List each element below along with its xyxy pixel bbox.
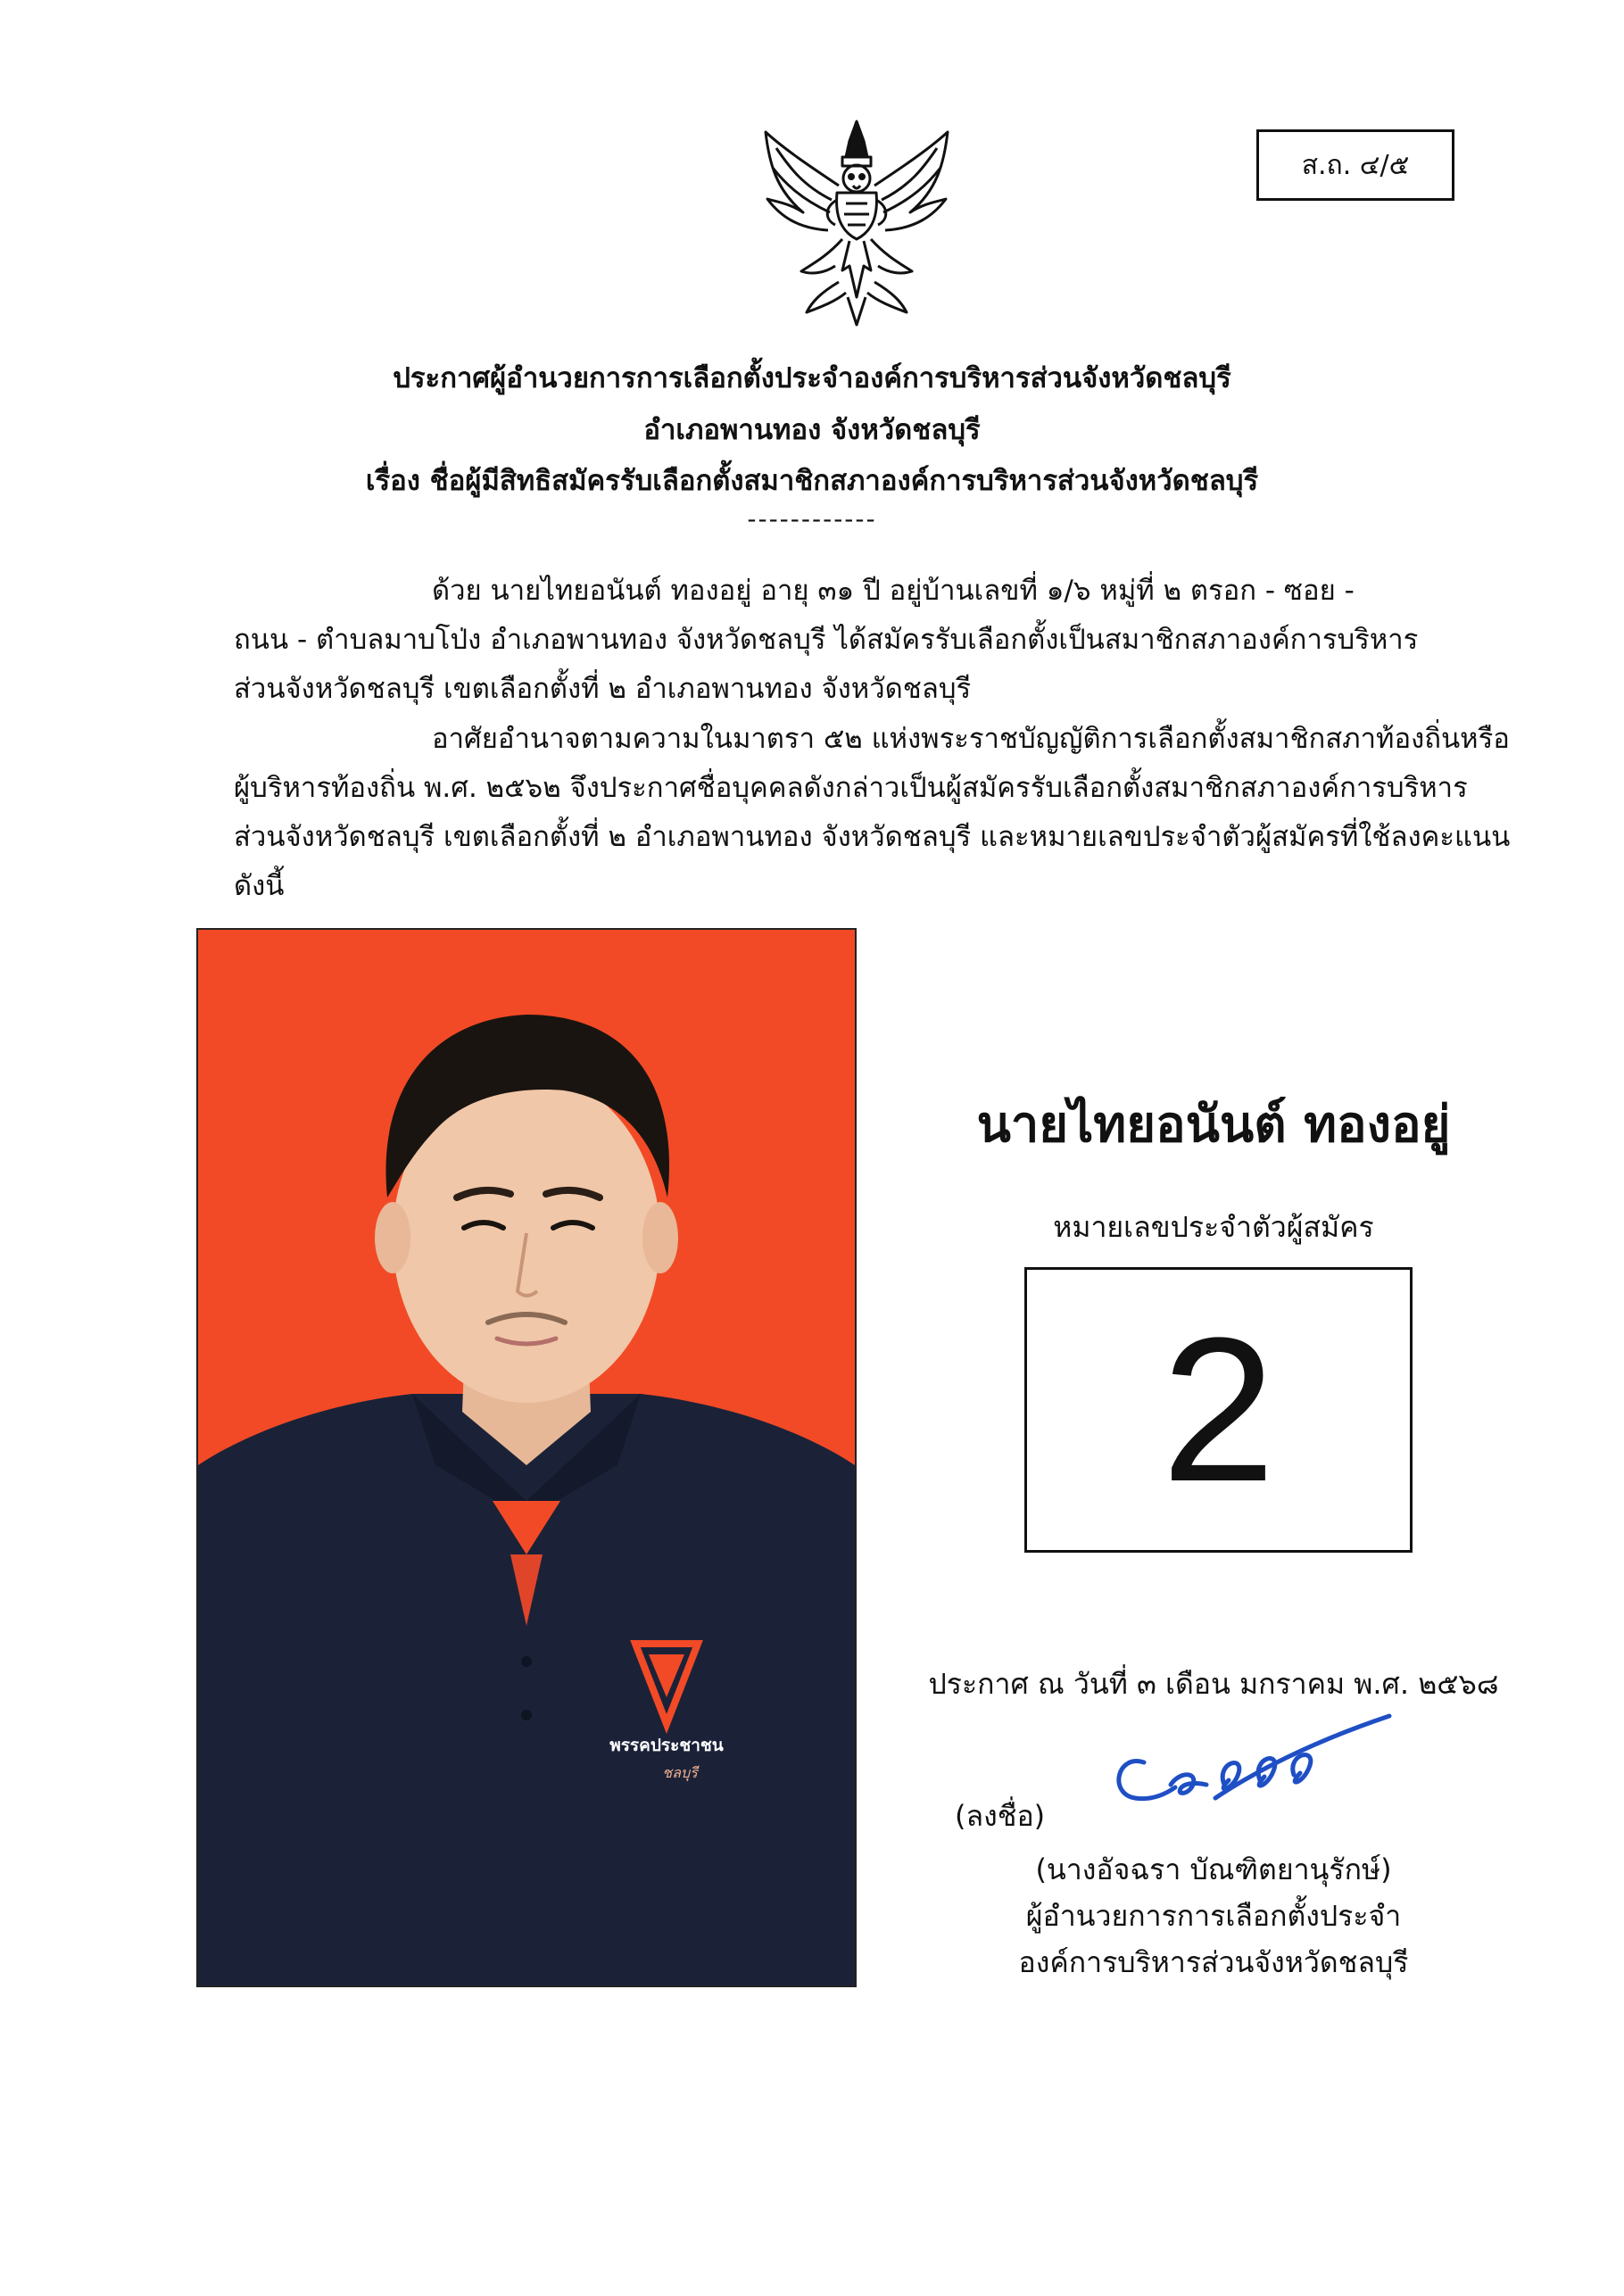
announcement-district: อำเภอพานทอง จังหวัดชลบุรี	[643, 414, 981, 446]
signer-name: (นางอัจฉรา บัณฑิตยานุรักษ์)	[1035, 1853, 1392, 1886]
header-separator: ------------	[747, 504, 877, 534]
form-code-box	[1256, 129, 1454, 201]
sign-label: (ลงชื่อ)	[955, 1799, 1046, 1833]
signer-title-line-1: ผู้อำนวยการการเลือกตั้งประจำ	[1025, 1899, 1402, 1933]
candidate-name: นายไทยอนันต์ ทองอยู่	[976, 1096, 1451, 1154]
body-paragraph-2-line-1: อาศัยอำนาจตามความในมาตรา ๕๒ แห่งพระราชบัญญัติการเลือกตั้งสมาชิกสภาท้องถิ่นหรือ	[432, 723, 1510, 755]
announcement-subject: เรื่อง ชื่อผู้มีสิทธิสมัครรับเลือกตั้งสมาชิกสภาองค์การบริหารส่วนจังหวัดชลบุรี	[365, 465, 1259, 497]
candidate-portrait-illustration	[198, 930, 855, 1985]
body-paragraph-2-line-4: ดังนี้	[234, 870, 285, 902]
garuda-emblem-icon	[750, 114, 964, 328]
candidate-number-label: หมายเลขประจำตัวผู้สมัคร	[1053, 1210, 1374, 1244]
body-paragraph-1-line-2: ถนน - ตำบลมาบโป่ง อำเภอพานทอง จังหวัดชลบุรี ได้สมัครรับเลือกตั้งเป็นสมาชิกสภาองค์การบริหาร	[234, 624, 1419, 656]
party-sub-text: ชลบุรี	[662, 1764, 698, 1781]
signature-icon	[1090, 1709, 1403, 1825]
body-paragraph-2-line-2: ผู้บริหารท้องถิ่น พ.ศ. ๒๕๖๒ จึงประกาศชื่อบุคคลดังกล่าวเป็นผู้สมัครรับเลือกตั้งสมาชิกสภาองค์การบริหาร	[234, 772, 1468, 804]
body-paragraph-2-line-3: ส่วนจังหวัดชลบุรี เขตเลือกตั้งที่ ๒ อำเภอพานทอง จังหวัดชลบุรี และหมายเลขประจำตัวผู้สมัครที่ใช้ลงคะแนน	[234, 821, 1511, 853]
candidate-number: 2	[1161, 1295, 1276, 1524]
body-paragraph-1-line-1: ด้วย นายไทยอนันต์ ทองอยู่ อายุ ๓๑ ปี อยู่บ้านเลขที่ ๑/๖ หมู่ที่ ๒ ตรอก - ซอย -	[432, 575, 1355, 607]
body-paragraph-1-line-3: ส่วนจังหวัดชลบุรี เขตเลือกตั้งที่ ๒ อำเภอพานทอง จังหวัดชลบุรี	[234, 673, 972, 705]
form-code: ส.ถ. ๔/๕	[1301, 149, 1410, 181]
party-logo-text: พรรคประชาชน	[609, 1736, 724, 1755]
signer-title-line-2: องค์การบริหารส่วนจังหวัดชลบุรี	[1018, 1945, 1409, 1979]
announcement-title: ประกาศผู้อำนวยการการเลือกตั้งประจำองค์การบริหารส่วนจังหวัดชลบุรี	[393, 362, 1231, 394]
candidate-photo	[196, 928, 857, 1987]
candidate-number-box	[1024, 1267, 1413, 1553]
announcement-date: ประกาศ ณ วันที่ ๓ เดือน มกราคม พ.ศ. ๒๕๖๘	[928, 1667, 1499, 1701]
